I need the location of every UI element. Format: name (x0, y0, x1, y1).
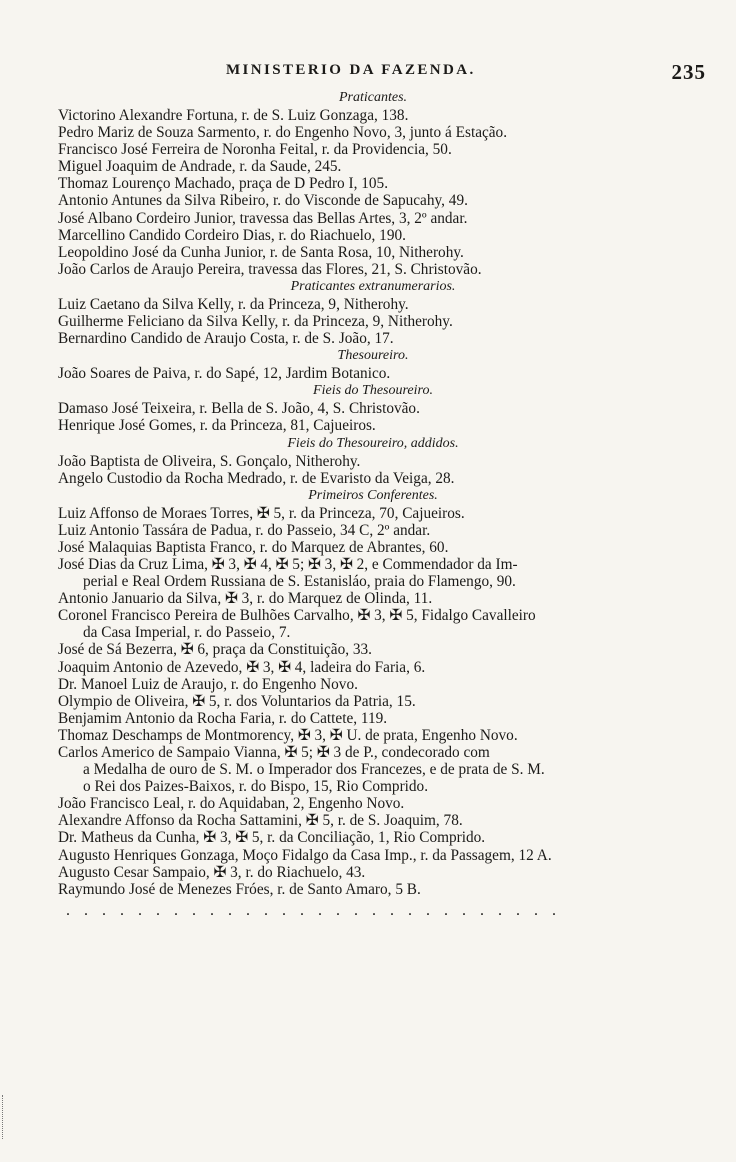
entry-line: Augusto Cesar Sampaio, ✠ 3, r. do Riachuelo, 43. (58, 863, 366, 881)
entry-continuation-line: perial e Real Ordem Russiana de S. Estanisláo, praia do Flamengo, 90. (83, 573, 516, 591)
entry-line: Guilherme Feliciano da Silva Kelly, r. da Princeza, 9, Nitherohy. (58, 313, 453, 331)
entry-continuation-line: da Casa Imperial, r. do Passeio, 7. (83, 624, 291, 642)
directory-entry (58, 659, 688, 676)
directory-entry (58, 744, 688, 795)
directory-entry (58, 641, 688, 658)
entry-line: Antonio Antunes da Silva Ribeiro, r. do Visconde de Sapucahy, 49. (58, 192, 468, 210)
entry-line: Carlos Americo de Sampaio Vianna, ✠ 5; ✠ 3 de P., condecorado com (58, 744, 490, 761)
directory-entry (58, 556, 688, 590)
directory-entry (58, 539, 688, 556)
section-heading: Fieis do Thesoureiro. (313, 383, 433, 399)
entry-line: Dr. Matheus da Cunha, ✠ 3, ✠ 5, r. da Conciliação, 1, Rio Comprido. (58, 829, 486, 847)
page-number: 235 (671, 60, 706, 84)
entry-line: Damaso José Teixeira, r. Bella de S. João, 4, S. Christovão. (58, 400, 420, 418)
entry-line: Henrique José Gomes, r. da Princeza, 81, Cajueiros. (58, 417, 376, 435)
directory-entry (58, 693, 688, 710)
directory-entry (58, 210, 688, 227)
directory-entry (58, 590, 688, 607)
entry-line: Coronel Francisco Pereira de Bulhões Carvalho, ✠ 3, ✠ 5, Fidalgo Cavalleiro (58, 607, 536, 625)
directory-entry (58, 607, 688, 641)
entry-line: Luiz Caetano da Silva Kelly, r. da Princeza, 9, Nitherohy. (58, 295, 409, 313)
directory-entry (58, 141, 688, 158)
entry-line: Antonio Januario da Silva, ✠ 3, r. do Marquez de Olinda, 11. (58, 590, 433, 608)
dot-leaders: ............................ (66, 901, 570, 919)
entry-line: Augusto Henriques Gonzaga, Moço Fidalgo da Casa Imp., r. da Passagem, 12 A. (58, 846, 552, 864)
directory-entry (58, 470, 688, 487)
entry-line: Miguel Joaquim de Andrade, r. da Saude, 245. (58, 158, 342, 176)
entry-line: Raymundo José de Menezes Fróes, r. de Santo Amaro, 5 B. (58, 880, 421, 898)
directory-entry (58, 330, 688, 347)
entry-line: João Francisco Leal, r. do Aquidaban, 2, Engenho Novo. (58, 795, 405, 813)
directory-entry (58, 727, 688, 744)
running-head (0, 60, 736, 84)
section-heading: Primeiros Conferentes. (308, 487, 438, 503)
directory-entry (58, 261, 688, 278)
directory-entry (58, 829, 688, 846)
entry-line: João Soares de Paiva, r. do Sapé, 12, Jardim Botanico. (58, 365, 391, 383)
entry-line: Pedro Mariz de Souza Sarmento, r. do Engenho Novo, 3, junto á Estação. (58, 124, 508, 142)
directory-entry (58, 795, 688, 812)
directory-entry (58, 710, 688, 727)
section-heading: Praticantes. (338, 90, 408, 105)
directory-entry (58, 365, 688, 382)
section-heading: Thesoureiro. (337, 348, 409, 364)
directory-entry (58, 227, 688, 244)
directory-entry (58, 313, 688, 330)
entry-line: Marcellino Candido Cordeiro Dias, r. do Riachuelo, 190. (58, 226, 406, 244)
page-body (58, 89, 688, 920)
directory-entry (58, 244, 688, 261)
entry-line: José de Sá Bezerra, ✠ 6, praça da Constituição, 33. (58, 641, 372, 659)
directory-entry (58, 107, 688, 124)
directory-entry (58, 296, 688, 313)
directory-entry (58, 192, 688, 209)
page-header-title: MINISTERIO DA FAZENDA. (226, 62, 476, 78)
directory-entry (58, 453, 688, 470)
directory-entry (58, 522, 688, 539)
directory-entry (58, 812, 688, 829)
entry-line: João Baptista de Oliveira, S. Gonçalo, Nitherohy. (58, 452, 361, 470)
entry-line: Olympio de Oliveira, ✠ 5, r. dos Voluntarios da Patria, 15. (58, 692, 416, 710)
directory-entry (58, 175, 688, 192)
entry-continuation-line: a Medalha de ouro de S. M. o Imperador dos Francezes, e de prata de S. M. (83, 761, 545, 779)
entry-line: Bernardino Candido de Araujo Costa, r. de S. João, 17. (58, 330, 394, 348)
directory-entry (58, 505, 688, 522)
entry-line: Victorino Alexandre Fortuna, r. de S. Luiz Gonzaga, 138. (58, 107, 409, 124)
section-heading: Praticantes extranumerarios. (290, 278, 456, 294)
entry-line: Luiz Affonso de Moraes Torres, ✠ 5, r. da Princeza, 70, Cajueiros. (58, 504, 465, 522)
directory-entry (58, 676, 688, 693)
entry-line: José Dias da Cruz Lima, ✠ 3, ✠ 4, ✠ 5; ✠ 3, ✠ 2, e Commendador da Im- (58, 555, 518, 573)
directory-entry (58, 847, 688, 864)
entry-line: José Albano Cordeiro Junior, travessa das Bellas Artes, 3, 2º andar. (58, 209, 468, 227)
directory-entry (58, 417, 688, 434)
entry-line: Luiz Antonio Tassára de Padua, r. do Passeio, 34 C, 2º andar. (58, 521, 431, 539)
directory-entry (58, 400, 688, 417)
entry-line: João Carlos de Araujo Pereira, travessa das Flores, 21, S. Christovão. (58, 260, 482, 278)
entry-continuation-line: o Rei dos Paizes-Baixos, r. do Bispo, 15, Rio Comprido. (83, 778, 429, 796)
entry-line: Thomaz Lourenço Machado, praça de D Pedro I, 105. (58, 175, 389, 193)
entry-line: Benjamim Antonio da Rocha Faria, r. do Cattete, 119. (58, 709, 388, 727)
directory-entry (58, 158, 688, 175)
entry-line: Leopoldino José da Cunha Junior, r. de Santa Rosa, 10, Nitherohy. (58, 243, 464, 261)
entry-line: José Malaquias Baptista Franco, r. do Marquez de Abrantes, 60. (58, 538, 449, 556)
directory-entry (58, 864, 688, 881)
entry-line: Thomaz Deschamps de Montmorency, ✠ 3, ✠ U. de prata, Engenho Novo. (58, 726, 518, 744)
entry-line: Dr. Manoel Luiz de Araujo, r. do Engenho Novo. (58, 675, 358, 693)
entry-line: Francisco José Ferreira de Noronha Feital, r. da Providencia, 50. (58, 141, 452, 159)
directory-entry (58, 881, 688, 898)
entry-line: Angelo Custodio da Rocha Medrado, r. de Evaristo da Veiga, 28. (58, 469, 455, 487)
entry-line: Alexandre Affonso da Rocha Sattamini, ✠ 5, r. de S. Joaquim, 78. (58, 812, 463, 830)
entry-line: Joaquim Antonio de Azevedo, ✠ 3, ✠ 4, ladeira do Faria, 6. (58, 658, 426, 676)
directory-entry (58, 124, 688, 141)
section-heading: Fieis do Thesoureiro, addidos. (287, 435, 459, 451)
gutter-mark (2, 1095, 7, 1139)
